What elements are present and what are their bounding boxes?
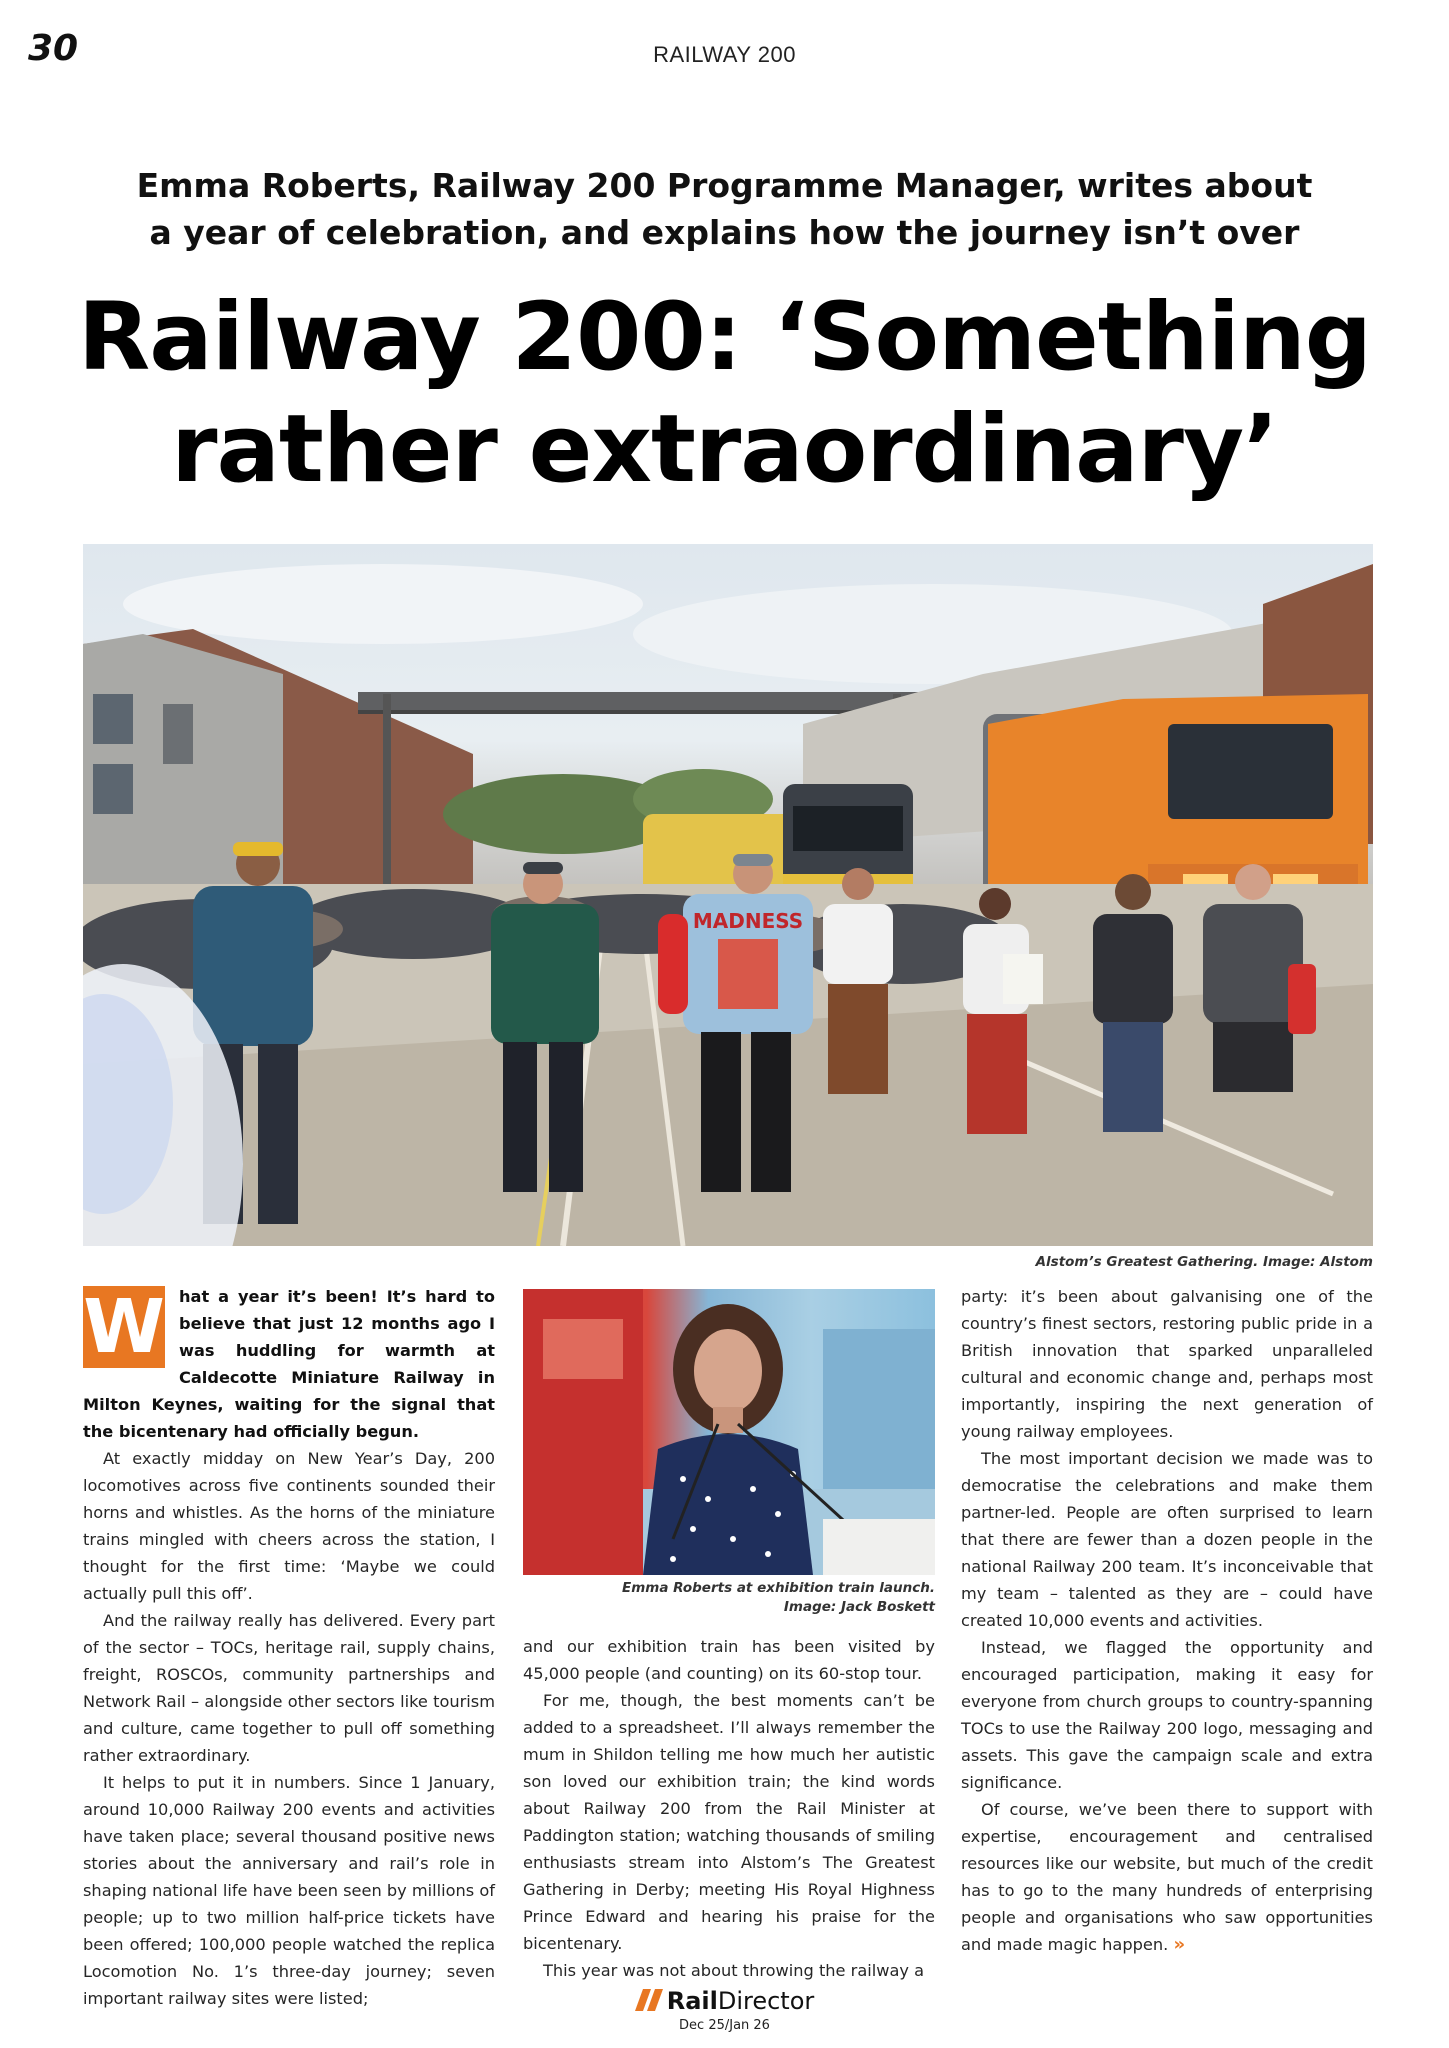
inset-photo-illustration	[523, 1289, 935, 1575]
logo-director: Director	[717, 1987, 815, 2015]
article-paragraph: And the railway really has delivered. Every part of the sector – TOCs, heritage rail, supply chains, freight, ROSCOs, community partnerships and Network Rail – alongside other sectors like tourism and culture, came together to pull off something rather extraordinary.	[83, 1611, 495, 1765]
article-column-2	[523, 1633, 935, 1984]
inset-caption-line: Image: Jack Boskett	[783, 1599, 935, 1615]
article-paragraph: Instead, we flagged the opportunity and encouraged participation, making it easy for everyone from church groups to country-spanning TOCs to use the Railway 200 logo, messaging and assets. This gave the campaign scale and extra significance.	[961, 1638, 1373, 1792]
raildirector-logo-icon	[635, 1989, 663, 2011]
issue-date: Dec 25/Jan 26	[679, 2018, 770, 2033]
article-paragraph: It helps to put it in numbers. Since 1 January, around 10,000 Railway 200 events and activities have taken place; several thousand positive news stories about the anniversary and rail’s role in shaping national life have been seen by millions of people; up to two million half-price tickets have been offered; 100,000 people watched the replica Locomotion No. 1’s three-day journey; seven important railway sites were listed;	[83, 1773, 495, 2008]
article-paragraph: For me, though, the best moments can’t be added to a spreadsheet. I’ll always remember the mum in Shildon telling me how much her autistic son loved our exhibition train; the kind words about Railway 200 from the Rail Minister at Paddington station; watching thousands of smiling enthusiasts stream into Alstom’s The Greatest Gathering in Derby; meeting His Royal Highness Prince Edward and hearing his praise for the bicentenary.	[523, 1691, 935, 1953]
article-paragraph: and our exhibition train has been visited by 45,000 people (and counting) on its 60-stop tour.	[523, 1637, 935, 1683]
inset-caption	[523, 1579, 935, 1617]
article-paragraph: At exactly midday on New Year’s Day, 200 locomotives across five continents sounded their horns and whistles. As the horns of the miniature trains mingled with cheers across the station, I thought for the first time: ‘Maybe we could actually pull this off’.	[83, 1449, 495, 1603]
standfirst-line: Emma Roberts, Railway 200 Programme Manager, writes about	[136, 166, 1313, 205]
article-paragraph	[961, 1796, 1373, 1958]
drop-cap: W	[83, 1284, 165, 1370]
standfirst-line: a year of celebration, and explains how the journey isn’t over	[149, 213, 1300, 252]
hero-photo	[83, 544, 1373, 1246]
headline-line: rather extraordinary’	[171, 395, 1278, 504]
article-paragraph-text: Of course, we’ve been there to support with expertise, encouragement and centralised resources like our website, but much of the credit has to go to the many hundreds of enterprising people and organisations who saw opportunities and made magic happen.	[961, 1800, 1373, 1954]
headline	[0, 282, 1449, 506]
madness-shirt-text: MADNESS	[692, 909, 804, 933]
headline-line: Railway 200: ‘Something	[77, 283, 1372, 392]
running-head: RAILWAY 200	[653, 42, 796, 67]
inset-caption-line: Emma Roberts at exhibition train launch.	[621, 1580, 935, 1596]
article-paragraph: party: it’s been about galvanising one of the country’s finest sectors, restoring public pride in a British innovation that sparked unparalleled cultural and economic change and, perhaps most importantly, inspiring the next generation of young railway employees.	[961, 1287, 1373, 1441]
article-lead: hat a year it’s been! It’s hard to believe that just 12 months ago I was huddling for warmth at Caldecotte Miniature Railway in Milton Keynes, waiting for the signal that the bicentenary had officially begun.	[83, 1287, 495, 1441]
inset-photo	[523, 1289, 935, 1575]
page-number: 30	[28, 28, 79, 69]
footer-logo	[0, 1987, 1449, 2015]
article-column-3	[961, 1283, 1373, 1958]
standfirst	[0, 162, 1449, 256]
hero-photo-illustration	[83, 544, 1373, 1246]
logo-rail: Rail	[666, 1987, 718, 2015]
article-paragraph: The most important decision we made was to democratise the celebrations and make them partner-led. People are often surprised to learn that there are fewer than a dozen people in the national Railway 200 team. It’s inconceivable that my team – talented as they are – could have created 10,000 events and activities.	[961, 1449, 1373, 1630]
hero-caption: Alstom’s Greatest Gathering. Image: Alstom	[1035, 1254, 1373, 1270]
article-paragraph: This year was not about throwing the railway a	[543, 1961, 925, 1980]
continue-arrow-icon: »	[1173, 1934, 1186, 1955]
article-column-1	[83, 1283, 495, 2012]
